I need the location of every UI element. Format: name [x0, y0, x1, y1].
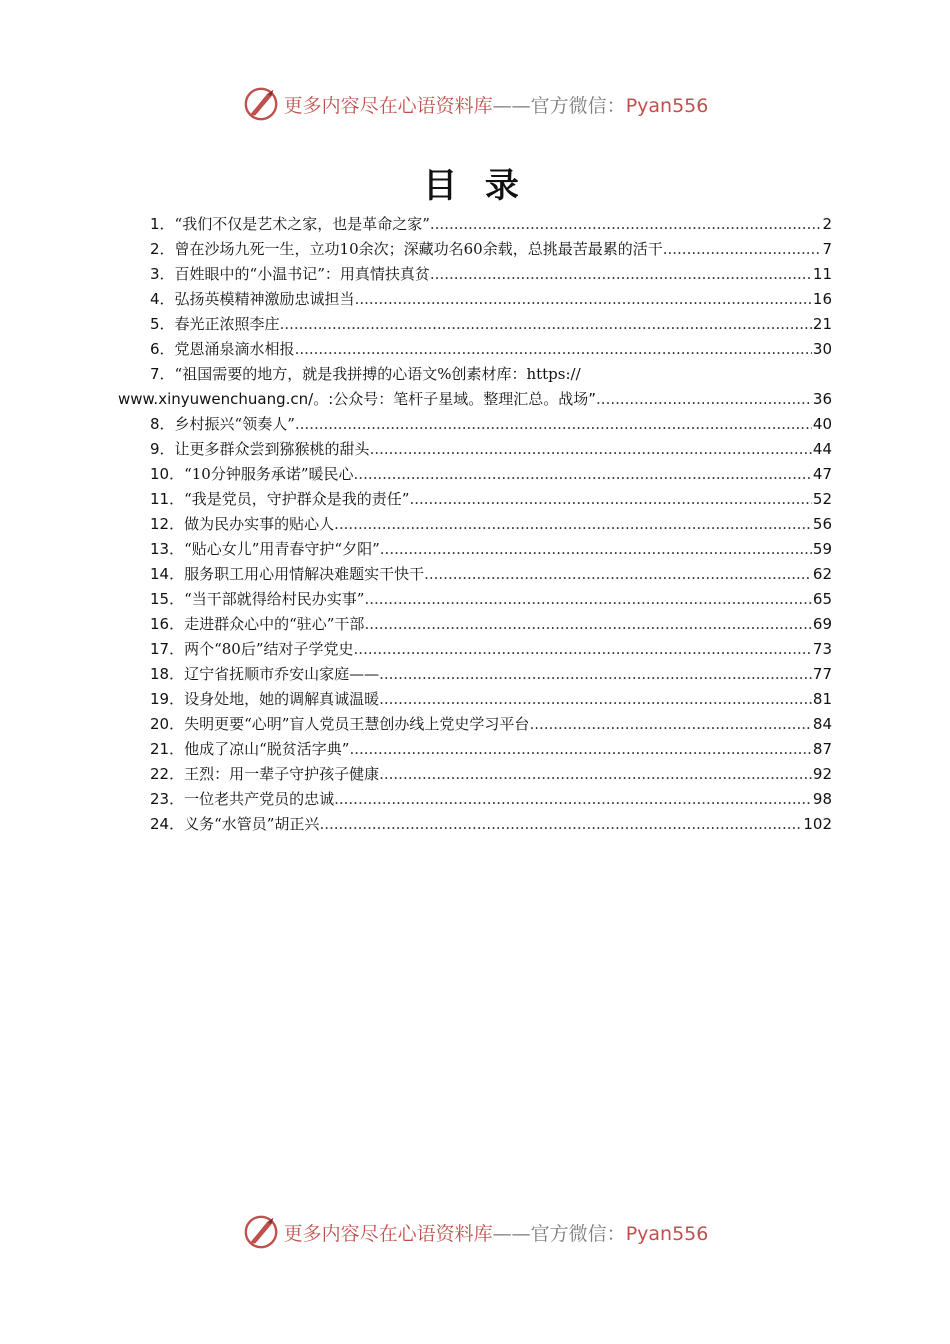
toc-number: 15． — [150, 590, 185, 608]
toc-page: 81 — [812, 690, 832, 708]
banner-separator: ——官方微信： — [492, 94, 626, 117]
toc-entry-7-line2[interactable] — [118, 387, 832, 412]
toc-number: 23． — [150, 790, 185, 808]
toc-number: 16． — [150, 615, 185, 633]
toc-title: 党恩涌泉滴水相报 — [174, 340, 295, 358]
toc-number: 8． — [150, 415, 175, 433]
toc-leader — [334, 512, 812, 537]
toc-title: 一位老共产党员的忠诚 — [184, 790, 335, 808]
toc-leader — [430, 212, 822, 237]
toc-page: 2 — [822, 215, 832, 233]
toc-entry-24[interactable] — [118, 812, 832, 837]
toc-number: 18． — [150, 665, 185, 683]
toc-page: 30 — [812, 340, 832, 358]
toc-number: 19． — [150, 690, 185, 708]
toc-number: 6． — [150, 340, 175, 358]
toc-entry-20[interactable] — [118, 712, 832, 737]
toc-leader — [354, 462, 812, 487]
toc-title: 百姓眼中的“小温书记”：用真情扶真贫 — [174, 265, 430, 283]
toc-entry-10[interactable] — [118, 462, 832, 487]
toc-page: 47 — [812, 465, 832, 483]
toc-title: 春光正浓照李庄 — [174, 315, 280, 333]
toc-title: “10分钟服务承诺”暖民心 — [184, 465, 354, 483]
toc-leader — [430, 262, 812, 287]
toc-leader — [379, 762, 812, 787]
toc-title: 设身处地，她的调解真诚温暖 — [184, 690, 380, 708]
toc-title: 王烈：用一辈子守护孩子健康 — [184, 765, 380, 783]
toc-title: “当干部就得给村民办实事” — [184, 590, 365, 608]
toc-entry-9[interactable] — [118, 437, 832, 462]
toc-entry-19[interactable] — [118, 687, 832, 712]
banner-separator: ——官方微信： — [492, 1222, 626, 1245]
toc-page: 73 — [812, 640, 832, 658]
toc-entry-18[interactable] — [118, 662, 832, 687]
toc-page: 56 — [812, 515, 832, 533]
toc-entry-8[interactable] — [118, 412, 832, 437]
toc-leader — [334, 787, 812, 812]
toc-title: 失明更要“心明”盲人党员王慧创办线上党史学习平台 — [184, 715, 530, 733]
toc-leader — [424, 562, 812, 587]
toc-title: 弘扬英模精神激励忠诚担当 — [174, 290, 355, 308]
toc-title: 让更多群众尝到猕猴桃的甜头 — [174, 440, 370, 458]
toc-page: 40 — [812, 415, 832, 433]
toc-title: 服务职工用心用情解决难题实干快干 — [184, 565, 425, 583]
toc-entry-23[interactable] — [118, 787, 832, 812]
toc-number: 22． — [150, 765, 185, 783]
toc-leader — [295, 412, 812, 437]
toc-entry-11[interactable] — [118, 487, 832, 512]
header-watermark-banner — [0, 84, 950, 124]
toc-number: 13． — [150, 540, 185, 558]
toc-page: 69 — [812, 615, 832, 633]
footer-watermark-banner — [0, 1212, 950, 1252]
toc-title-line2: www.xinyuwenchuang.cn/。:公众号：笔杆子星域。整理汇总。战场” — [118, 390, 597, 408]
toc-entry-1[interactable] — [118, 212, 832, 237]
toc-leader — [364, 587, 811, 612]
toc-leader — [349, 737, 811, 762]
toc-title: 义务“水管员”胡正兴 — [184, 815, 320, 833]
toc-entry-6[interactable] — [118, 337, 832, 362]
toc-number: 7． — [150, 365, 175, 383]
toc-leader — [379, 687, 812, 712]
banner-text — [284, 1219, 709, 1246]
page-title: 目 录 — [423, 166, 527, 206]
toc-number: 1． — [150, 215, 175, 233]
toc-leader — [354, 637, 812, 662]
toc-title: 曾在沙场九死一生，立功10余次；深藏功名60余载，总挑最苦最累的活干 — [174, 240, 663, 258]
toc-entry-7-line1[interactable] — [118, 362, 832, 387]
toc-leader — [355, 287, 812, 312]
toc-title-line1: “祖国需要的地方，就是我拼搏的心语文%创素材库：https:// — [174, 365, 581, 383]
toc-page: 98 — [812, 790, 832, 808]
toc-leader — [364, 612, 811, 637]
toc-page: 77 — [812, 665, 832, 683]
toc-number: 11． — [150, 490, 185, 508]
toc-number: 4． — [150, 290, 175, 308]
banner-slogan: 更多内容尽在心语资料库 — [283, 1222, 493, 1245]
toc-number: 12． — [150, 515, 185, 533]
toc-entry-16[interactable] — [118, 612, 832, 637]
toc-number: 17． — [150, 640, 185, 658]
toc-page: 11 — [812, 265, 832, 283]
toc-entry-15[interactable] — [118, 587, 832, 612]
toc-page: 92 — [812, 765, 832, 783]
toc-page: 102 — [803, 815, 832, 833]
toc-page: 59 — [812, 540, 832, 558]
toc-leader — [663, 237, 822, 262]
banner-text — [284, 91, 709, 118]
toc-entry-12[interactable] — [118, 512, 832, 537]
table-of-contents — [118, 212, 832, 837]
quill-pen-logo-icon — [242, 1213, 280, 1251]
toc-title: 乡村振兴“领奏人” — [174, 415, 295, 433]
toc-title: 他成了凉山“脱贫活字典” — [184, 740, 350, 758]
toc-page: 7 — [822, 240, 832, 258]
toc-title: 走进群众心中的“驻心”干部 — [184, 615, 365, 633]
toc-page: 36 — [812, 390, 832, 408]
toc-leader — [409, 487, 811, 512]
toc-leader — [379, 662, 812, 687]
toc-page: 52 — [812, 490, 832, 508]
toc-entry-22[interactable] — [118, 762, 832, 787]
banner-slogan: 更多内容尽在心语资料库 — [283, 94, 493, 117]
toc-entry-13[interactable] — [118, 537, 832, 562]
toc-page: 62 — [812, 565, 832, 583]
toc-leader — [529, 712, 811, 737]
toc-title: “我们不仅是艺术之家，也是革命之家” — [174, 215, 430, 233]
toc-entry-2[interactable] — [118, 237, 832, 262]
toc-entry-17[interactable] — [118, 637, 832, 662]
toc-leader — [295, 337, 812, 362]
toc-entry-5[interactable] — [118, 312, 832, 337]
toc-page: 44 — [812, 440, 832, 458]
toc-page: 87 — [812, 740, 832, 758]
toc-number: 21． — [150, 740, 185, 758]
toc-number: 20． — [150, 715, 185, 733]
toc-title: “我是党员，守护群众是我的责任” — [184, 490, 410, 508]
toc-leader — [319, 812, 802, 837]
toc-leader — [280, 312, 812, 337]
toc-number: 5． — [150, 315, 175, 333]
toc-number: 24． — [150, 815, 185, 833]
toc-leader — [596, 387, 812, 412]
toc-number: 10． — [150, 465, 185, 483]
toc-page: 21 — [812, 315, 832, 333]
toc-page: 84 — [812, 715, 832, 733]
quill-pen-logo-icon — [242, 85, 280, 123]
toc-title: 两个“80后”结对子学党史 — [184, 640, 354, 658]
toc-number: 3． — [150, 265, 175, 283]
toc-leader — [380, 537, 812, 562]
toc-number: 9． — [150, 440, 175, 458]
toc-title: 辽宁省抚顺市乔安山家庭—— — [184, 665, 380, 683]
toc-page: 65 — [812, 590, 832, 608]
toc-title: 做为民办实事的贴心人 — [184, 515, 335, 533]
toc-number: 14． — [150, 565, 185, 583]
toc-number: 2． — [150, 240, 175, 258]
toc-entry-4[interactable] — [118, 287, 832, 312]
toc-title: “贴心女儿”用青春守护“夕阳” — [184, 540, 380, 558]
banner-handle: Pyan556 — [625, 1222, 709, 1245]
toc-entry-21[interactable] — [118, 737, 832, 762]
banner-handle: Pyan556 — [625, 94, 709, 117]
toc-page: 16 — [812, 290, 832, 308]
toc-entry-3[interactable] — [118, 262, 832, 287]
toc-entry-14[interactable] — [118, 562, 832, 587]
toc-leader — [370, 437, 812, 462]
